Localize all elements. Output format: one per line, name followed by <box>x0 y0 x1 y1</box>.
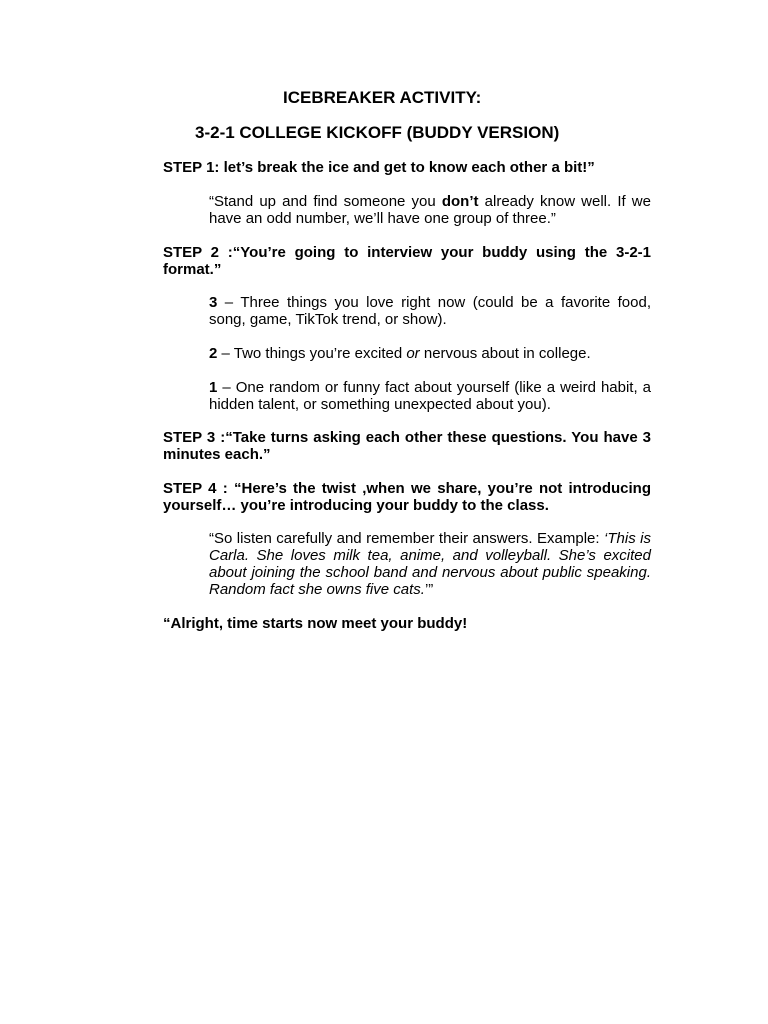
step1-paragraph <box>209 193 651 227</box>
item-text-a: – Two things you’re excited <box>217 345 407 362</box>
step1-text-a: “Stand up and find someone you <box>209 193 442 210</box>
step4-paragraph <box>209 530 651 598</box>
item-text: – One random or funny fact about yourself (like a weird habit, a hidden talent, or something unexpected about you). <box>209 379 651 413</box>
step3-heading: STEP 3 :“Take turns asking each other these questions. You have 3 minutes each.” <box>163 429 651 463</box>
step4-example-italic: ‘This is Carla. She loves milk tea, anime, and volleyball. She’s excited about joining the school band and nervous about public speaking. Random fact she owns five cats. <box>209 530 651 598</box>
step1-text-b: already know well. If we have an odd number, we’ll have one group of three.” <box>209 193 651 227</box>
step2-heading: STEP 2 :“You’re going to interview your buddy using the 3-2-1 format.” <box>163 244 651 278</box>
step2-item-1 <box>209 379 651 413</box>
item-text-b: nervous about in college. <box>419 345 591 362</box>
page-subtitle: 3-2-1 COLLEGE KICKOFF (BUDDY VERSION) <box>195 123 560 142</box>
step4-heading: STEP 4 : “Here’s the twist ,when we share, you’re not introducing yourself… you’re introducing your buddy to the class. <box>163 480 651 514</box>
item-number: 1 <box>209 379 218 396</box>
step1-heading: STEP 1: let’s break the ice and get to know each other a bit!” <box>163 159 595 176</box>
step4-text-a: “So listen carefully and remember their answers. Example: <box>209 530 605 547</box>
step2-item-3 <box>209 294 651 328</box>
page-title: ICEBREAKER ACTIVITY: <box>283 88 482 107</box>
item-number: 3 <box>209 294 218 311</box>
step4-text-end: ’” <box>424 581 434 598</box>
step2-item-2 <box>209 345 651 362</box>
item-number: 2 <box>209 345 218 362</box>
item-text: – Three things you love right now (could be a favorite food, song, game, TikTok trend, or show). <box>209 294 651 328</box>
closing-line: “Alright, time starts now meet your buddy! <box>163 615 468 632</box>
item-text-italic: or <box>406 345 420 362</box>
step1-text-bold: don’t <box>441 193 479 210</box>
